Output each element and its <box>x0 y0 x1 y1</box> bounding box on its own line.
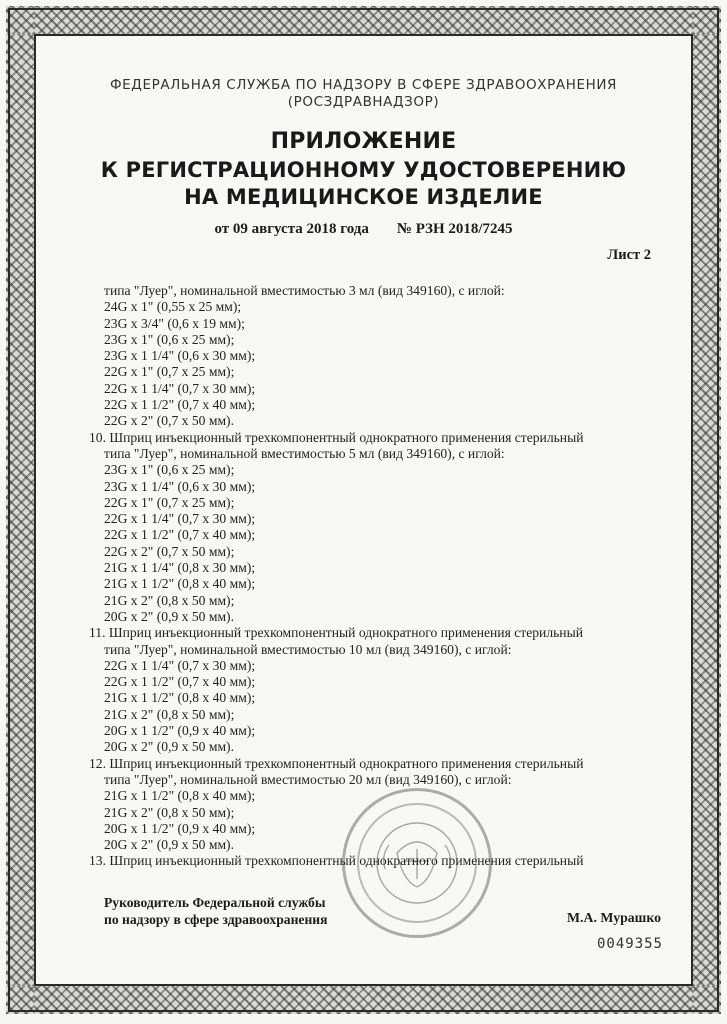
signer-name: М.А. Мурашко <box>567 910 661 925</box>
list-item: 20G x 2" (0,9 x 50 мм). <box>104 608 234 624</box>
list-item: 21G x 2" (0,8 x 50 мм); <box>104 592 235 608</box>
list-item: 23G x 1" (0,6 x 25 мм); <box>104 331 235 347</box>
list-item: типа "Луер", номинальной вместимостью 10 мл (вид 349160), с иглой: <box>104 641 512 657</box>
list-item: 20G x 1 1/2" (0,9 x 40 мм); <box>104 820 256 836</box>
agency-abbreviation: (РОСЗДРАВНАДЗОР) <box>287 94 440 110</box>
list-item: типа "Луер", номинальной вместимостью 3 мл (вид 349160), с иглой: <box>104 283 505 298</box>
list-item: 23G x 3/4" (0,6 x 19 мм); <box>104 315 245 331</box>
list-item: 20G x 2" (0,9 x 50 мм). <box>104 739 234 755</box>
list-item: 22G x 1 1/2" (0,7 x 40 мм); <box>104 674 256 690</box>
list-item: 21G x 2" (0,8 x 50 мм); <box>104 706 235 722</box>
form-serial-number: 0049355 <box>596 936 663 952</box>
list-item: 21G x 2" (0,8 x 50 мм); <box>104 804 235 820</box>
list-item: 22G x 2" (0,7 x 50 мм). <box>104 413 234 429</box>
registration-date: от 09 августа 2018 года <box>214 221 369 237</box>
document-title: ПРИЛОЖЕНИЕ <box>270 129 457 154</box>
sheet-number: Лист 2 <box>607 247 651 263</box>
list-item: 22G x 1" (0,7 x 25 мм); <box>104 494 235 510</box>
list-item-heading: 12. Шприц инъекционный трехкомпонентный однократного применения стерильный <box>89 755 584 771</box>
list-item: типа "Луер", номинальной вместимостью 20 мл (вид 349160), с иглой: <box>104 771 512 787</box>
list-item: 23G x 1 1/4" (0,6 x 30 мм); <box>104 478 256 494</box>
list-item: 22G x 1 1/4" (0,7 x 30 мм); <box>104 657 256 673</box>
document-subtitle-2: НА МЕДИЦИНСКОЕ ИЗДЕЛИЕ <box>184 185 543 209</box>
list-item: 24G x 1" (0,55 x 25 мм); <box>104 299 242 315</box>
list-item: 22G x 1 1/4" (0,7 x 30 мм); <box>104 380 256 396</box>
registration-number: № РЗН 2018/7245 <box>396 221 513 237</box>
list-item: 21G x 1 1/2" (0,8 x 40 мм); <box>104 576 256 592</box>
registration-dateline <box>36 221 691 238</box>
agency-name: ФЕДЕРАЛЬНАЯ СЛУЖБА ПО НАДЗОРУ В СФЕРЕ ЗДРАВООХРАНЕНИЯ <box>109 77 618 93</box>
signer-title-line1: Руководитель Федеральной службы <box>104 895 326 910</box>
list-item: 21G x 1 1/2" (0,8 x 40 мм); <box>104 690 256 706</box>
list-item: 21G x 1 1/4" (0,8 x 30 мм); <box>104 560 256 576</box>
device-list <box>89 283 664 870</box>
list-item: 23G x 1" (0,6 x 25 мм); <box>104 462 235 478</box>
list-item-heading: 10. Шприц инъекционный трехкомпонентный однократного применения стерильный <box>89 429 584 445</box>
list-item: 23G x 1 1/4" (0,6 x 30 мм); <box>104 348 256 364</box>
document-subtitle-1: К РЕГИСТРАЦИОННОМУ УДОСТОВЕРЕНИЮ <box>100 158 627 182</box>
list-item: 20G x 2" (0,9 x 50 мм). <box>104 837 234 853</box>
list-item: 20G x 1 1/2" (0,9 x 40 мм); <box>104 723 256 739</box>
list-item: 22G x 1 1/4" (0,7 x 30 мм); <box>104 511 256 527</box>
list-item-heading: 13. Шприц инъекционный трехкомпонентный однократного применения стерильный <box>89 853 584 869</box>
list-item: типа "Луер", номинальной вместимостью 5 мл (вид 349160), с иглой: <box>104 445 505 461</box>
list-item: 22G x 1 1/2" (0,7 x 40 мм); <box>104 397 256 413</box>
list-item: 22G x 2" (0,7 x 50 мм); <box>104 543 235 559</box>
list-item: 22G x 1" (0,7 x 25 мм); <box>104 364 235 380</box>
list-item-heading: 11. Шприц инъекционный трехкомпонентный однократного применения стерильный <box>89 625 583 641</box>
signer-title-line2: по надзору в сфере здравоохранения <box>104 912 328 927</box>
list-item: 22G x 1 1/2" (0,7 x 40 мм); <box>104 527 256 543</box>
list-item: 21G x 1 1/2" (0,8 x 40 мм); <box>104 788 256 804</box>
